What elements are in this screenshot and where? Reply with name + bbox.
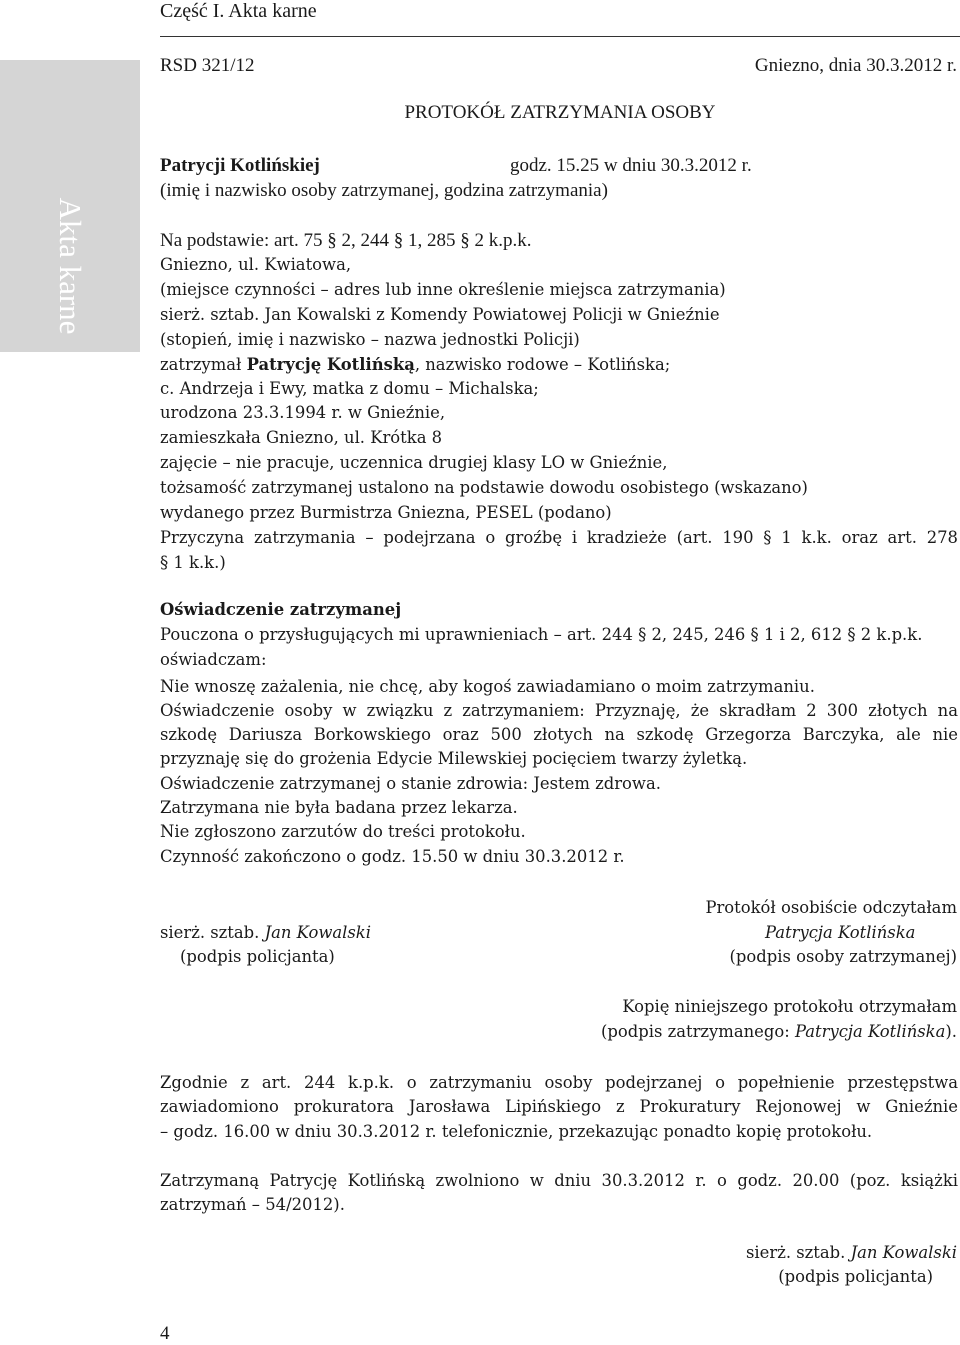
statement-line-10: Czynność zakończono o godz. 15.50 w dniu 30.3.2012 r. (160, 847, 625, 866)
notify-line-1: Zgodnie z art. 244 k.p.k. o zatrzymaniu osoby podejrzanej o popełnienie przestępstwa (160, 1073, 958, 1092)
statement-line-8: Zatrzymana nie była badana przez lekarza. (160, 798, 518, 817)
release-line-2: zatrzymań – 54/2012). (160, 1195, 345, 1214)
person-caption: (imię i nazwisko osoby zatrzymanej, godzina zatrzymania) (160, 180, 608, 201)
reason-line-2: § 1 k.k.) (160, 553, 226, 572)
parents: c. Andrzeja i Ewy, matka z domu – Michalska; (160, 379, 539, 398)
statement-line-7: Oświadczenie zatrzymanej o stanie zdrowia: Jestem zdrowa. (160, 774, 661, 793)
reason-line-1: Przyczyna zatrzymania – podejrzana o groźbę i kradzieże (art. 190 § 1 k.k. oraz art. 278 (160, 528, 958, 547)
born: urodzona 23.3.1994 r. w Gnieźnie, (160, 403, 446, 422)
place-caption: (miejsce czynności – adres lub inne określenie miejsca zatrzymania) (160, 280, 726, 299)
statement-line-2: oświadczam: (160, 650, 267, 669)
signature-detainee: Patrycja Kotlińska (765, 923, 916, 942)
legal-basis: Na podstawie: art. 75 § 2, 244 § 1, 285 § 2 k.p.k. (160, 230, 532, 251)
copy-received: Kopię niniejszego protokołu otrzymałam (622, 997, 957, 1016)
occupation: zajęcie – nie pracuje, uczennica drugiej klasy LO w Gnieźnie, (160, 453, 668, 472)
copy-caption: (podpis zatrzymanego: Patrycja Kotlińska). (600, 1022, 957, 1041)
release-line-1: Zatrzymaną Patrycję Kotlińską zwolniono w dniu 30.3.2012 r. o godz. 20.00 (poz. książki (160, 1171, 958, 1190)
statement-heading: Oświadczenie zatrzymanej (160, 600, 402, 619)
statement-line-3: Nie wnoszę zażalenia, nie chcę, aby kogoś zawiadamiano o moim zatrzymaniu. (160, 677, 815, 696)
statement-line-6: przyznaję się do grożenia Edycie Milewskiej pocięciem twarzy żyletką. (160, 749, 748, 768)
officer-line: sierż. sztab. Jan Kowalski z Komendy Powiatowej Policji w Gnieźnie (160, 305, 720, 324)
final-signature-caption: (podpis policjanta) (778, 1267, 933, 1286)
notify-line-2: zawiadomiono prokuratora Jarosława Lipińskiego z Prokuratury Rejonowej w Gnieźnie (160, 1097, 958, 1116)
notify-line-3: – godz. 16.00 w dniu 30.3.2012 r. telefonicznie, przekazując ponadto kopię protokołu. (160, 1122, 873, 1141)
address: zamieszkała Gniezno, ul. Krótka 8 (160, 428, 443, 447)
signature-officer: sierż. sztab. Jan Kowalski (160, 923, 371, 942)
final-signature: sierż. sztab. Jan Kowalski (746, 1243, 957, 1262)
statement-line-4: Oświadczenie osoby w związku z zatrzymaniem: Przyznaję, że skradłam 2 300 złotych na (160, 701, 958, 720)
signature-officer-caption: (podpis policjanta) (180, 947, 335, 966)
running-head: Część I. Akta karne (160, 0, 317, 22)
signature-read-note: Protokół osobiście odczytałam (705, 898, 957, 917)
person-name: Patrycji Kotlińskiej (160, 155, 320, 176)
signature-detainee-caption: (podpis osoby zatrzymanej) (729, 947, 957, 966)
statement-line-5: szkodę Dariusza Borkowskiego oraz 500 złotych na szkodę Grzegorza Barczyka, ale nie (160, 725, 958, 744)
identity-line-1: tożsamość zatrzymanej ustalono na podstawie dowodu osobistego (wskazano) (160, 478, 808, 497)
identity-line-2: wydanego przez Burmistrza Gniezna, PESEL (podano) (160, 503, 612, 522)
statement-line-1: Pouczona o przysługujących mi uprawnieniach – art. 244 § 2, 245, 246 § 1 i 2, 612 § 2 k.p.k. (160, 625, 923, 644)
page-title: PROTOKÓŁ ZATRZYMANIA OSOBY (404, 102, 716, 123)
statement-line-9: Nie zgłoszono zarzutów do treści protokołu. (160, 822, 526, 841)
side-tab-label: Akta karne (53, 197, 88, 335)
detention-time: godz. 15.25 w dniu 30.3.2012 r. (510, 155, 752, 176)
page-number: 4 (160, 1323, 170, 1344)
header-rule (160, 36, 960, 37)
detained-line: zatrzymał Patrycję Kotlińską, nazwisko rodowe – Kotlińska; (160, 355, 671, 374)
place-date: Gniezno, dnia 30.3.2012 r. (754, 55, 957, 76)
case-number: RSD 321/12 (160, 55, 255, 76)
place: Gniezno, ul. Kwiatowa, (160, 255, 352, 274)
officer-caption: (stopień, imię i nazwisko – nazwa jednostki Policji) (160, 330, 580, 349)
